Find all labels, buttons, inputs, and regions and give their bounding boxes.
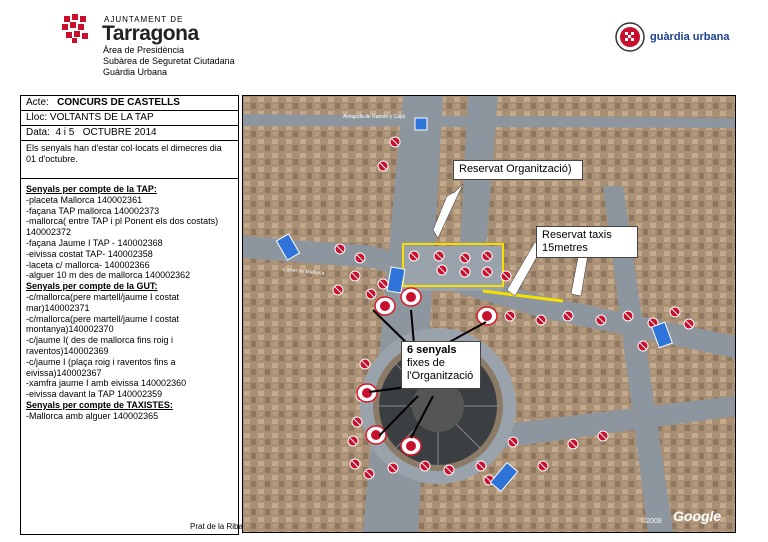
tap-heading: Senyals per compte de la TAP:	[26, 184, 157, 194]
no-parking-sign-icon	[684, 319, 694, 329]
sign-list-item: -c/mallorca(pere martell/jaume I costat montanya)140002370	[26, 313, 180, 335]
no-parking-sign-icon	[476, 461, 486, 471]
sign-list-item: -façana Jaume I TAP - 140002368	[26, 237, 163, 248]
data-value: 4 i 5 OCTUBRE 2014	[55, 127, 157, 138]
fixed-sign-icon	[357, 384, 377, 402]
no-parking-sign-icon	[360, 359, 370, 369]
tax-items	[26, 411, 233, 422]
area-label: Àrea de Presidència	[103, 45, 185, 55]
street-top-label: Avinguda de Ramón y Cajal	[343, 114, 405, 120]
data-label: Data:	[26, 127, 50, 138]
sign-list-item: -eivissa davant la TAP 140002359	[26, 389, 163, 400]
ajuntament-label: AJUNTAMENT DE	[104, 15, 184, 24]
no-parking-sign-icon	[364, 469, 374, 479]
acte-value: CONCURS DE CASTELLS	[57, 97, 180, 108]
no-parking-sign-icon	[420, 461, 430, 471]
tap-items	[26, 195, 233, 281]
fixed-sign-icon	[401, 288, 421, 306]
data-row	[21, 126, 238, 141]
subarea-label: Subàrea de Seguretat Ciutadana	[103, 56, 235, 66]
no-parking-sign-icon	[378, 161, 388, 171]
sign-list-item: -placeta Mallorca 140002361	[26, 194, 143, 205]
callout-reservat: Reservat Organització)	[453, 160, 583, 180]
no-parking-sign-icon	[434, 251, 444, 261]
acte-label: Acte:	[26, 97, 49, 108]
fixed-sign-icon	[401, 437, 421, 455]
no-parking-sign-icon	[333, 285, 343, 295]
callout-taxis-line2: 15metres	[542, 242, 588, 254]
info-panel	[20, 95, 239, 535]
google-logo: Google	[673, 508, 722, 524]
gut-heading: Senyals per compte de la GUT:	[26, 281, 158, 292]
no-parking-sign-icon	[505, 311, 515, 321]
no-parking-sign-icon	[355, 253, 365, 263]
fixed-sign-icon	[366, 426, 386, 444]
sign-list-item: -eivissa costat TAP- 140002358	[26, 248, 153, 259]
no-parking-sign-icon	[444, 465, 454, 475]
no-parking-sign-icon	[437, 265, 447, 275]
sign-list-item: -laceta c/ mallorca- 140002366	[26, 259, 150, 270]
no-parking-sign-icon	[348, 436, 358, 446]
sign-list-item: -c/mallorca(pere martell/jaume I costat mar)140002371	[26, 291, 180, 313]
no-parking-sign-icon	[482, 267, 492, 277]
sign-list-item: -alguer 10 m des de mallorca 140002362	[26, 270, 191, 281]
no-parking-sign-icon	[482, 251, 492, 261]
no-parking-sign-icon	[350, 459, 360, 469]
no-parking-sign-icon	[598, 431, 608, 441]
acte-row	[21, 96, 238, 111]
no-parking-sign-icon	[460, 267, 470, 277]
guardia-urbana-text: guàrdia urbana	[650, 31, 730, 43]
sign-list-item: -c/jaume I( des de mallorca fins roig i raventos)140002369	[26, 335, 174, 356]
no-parking-sign-icon	[352, 417, 362, 427]
no-parking-sign-icon	[596, 315, 606, 325]
city-name: Tarragona	[102, 22, 199, 45]
sign-list-item: -mallorca( entre TAP i pl Ponent els dos costats) 140002372	[26, 216, 219, 238]
no-parking-sign-icon	[390, 137, 400, 147]
lloc-value: VOLTANTS DE LA TAP	[49, 112, 154, 123]
lloc-label: Lloc:	[26, 112, 48, 123]
guardia-urbana-logo-icon	[615, 22, 645, 52]
no-parking-sign-icon	[568, 439, 578, 449]
no-parking-sign-icon	[563, 311, 573, 321]
callout-taxis-line1: Reservat taxis	[542, 229, 612, 241]
no-parking-sign-icon	[508, 437, 518, 447]
tarragona-logo-icon	[62, 14, 96, 44]
callout-fixes-line2: fixes de	[407, 357, 445, 369]
no-parking-sign-icon	[388, 463, 398, 473]
lloc-row	[21, 111, 238, 126]
no-parking-sign-icon	[409, 251, 419, 261]
no-parking-sign-icon	[501, 271, 511, 281]
street-left-label: Carrer de Mallorca	[282, 267, 325, 277]
no-parking-sign-icon	[670, 307, 680, 317]
no-parking-sign-icon	[538, 461, 548, 471]
sign-list-item: -façana TAP mallorca 140002373	[26, 205, 160, 216]
unit-label: Guàrdia Urbana	[103, 67, 168, 77]
no-parking-sign-icon	[536, 315, 546, 325]
no-parking-sign-icon	[350, 271, 360, 281]
sign-list-item: -c/jaume I (plaça roig i raventos fins a eivissa)140002367	[26, 356, 176, 378]
gut-items	[26, 292, 233, 400]
no-parking-sign-icon	[366, 289, 376, 299]
installation-note: Els senyals han d'estar col·locats el dimecres dia 01 d'octubre.	[21, 141, 238, 179]
no-parking-sign-icon	[638, 341, 648, 351]
no-parking-sign-icon	[335, 244, 345, 254]
fixed-sign-icon	[477, 307, 497, 325]
callout-fixes	[401, 341, 481, 389]
callout-fixes-line3: l'Organització	[407, 370, 474, 382]
map-copyright: ©2009	[641, 518, 662, 525]
tax-heading: Senyals per compte de TAXISTES:	[26, 399, 173, 410]
callout-fixes-line1: 6 senyals	[407, 344, 457, 356]
no-parking-sign-icon	[623, 311, 633, 321]
no-parking-sign-icon	[460, 253, 470, 263]
sign-list-item: -xamfra jaume I amb eivissa 140002360	[26, 378, 187, 389]
signs-list	[21, 179, 238, 422]
sign-list-item: -Mallorca amb alguer 140002365	[26, 410, 159, 421]
no-parking-sign-icon	[378, 279, 388, 289]
fixed-sign-icon	[375, 297, 395, 315]
callout-taxis	[536, 226, 638, 258]
aerial-map[interactable]	[242, 95, 736, 533]
footer-street: Prat de la Riba	[190, 522, 243, 531]
